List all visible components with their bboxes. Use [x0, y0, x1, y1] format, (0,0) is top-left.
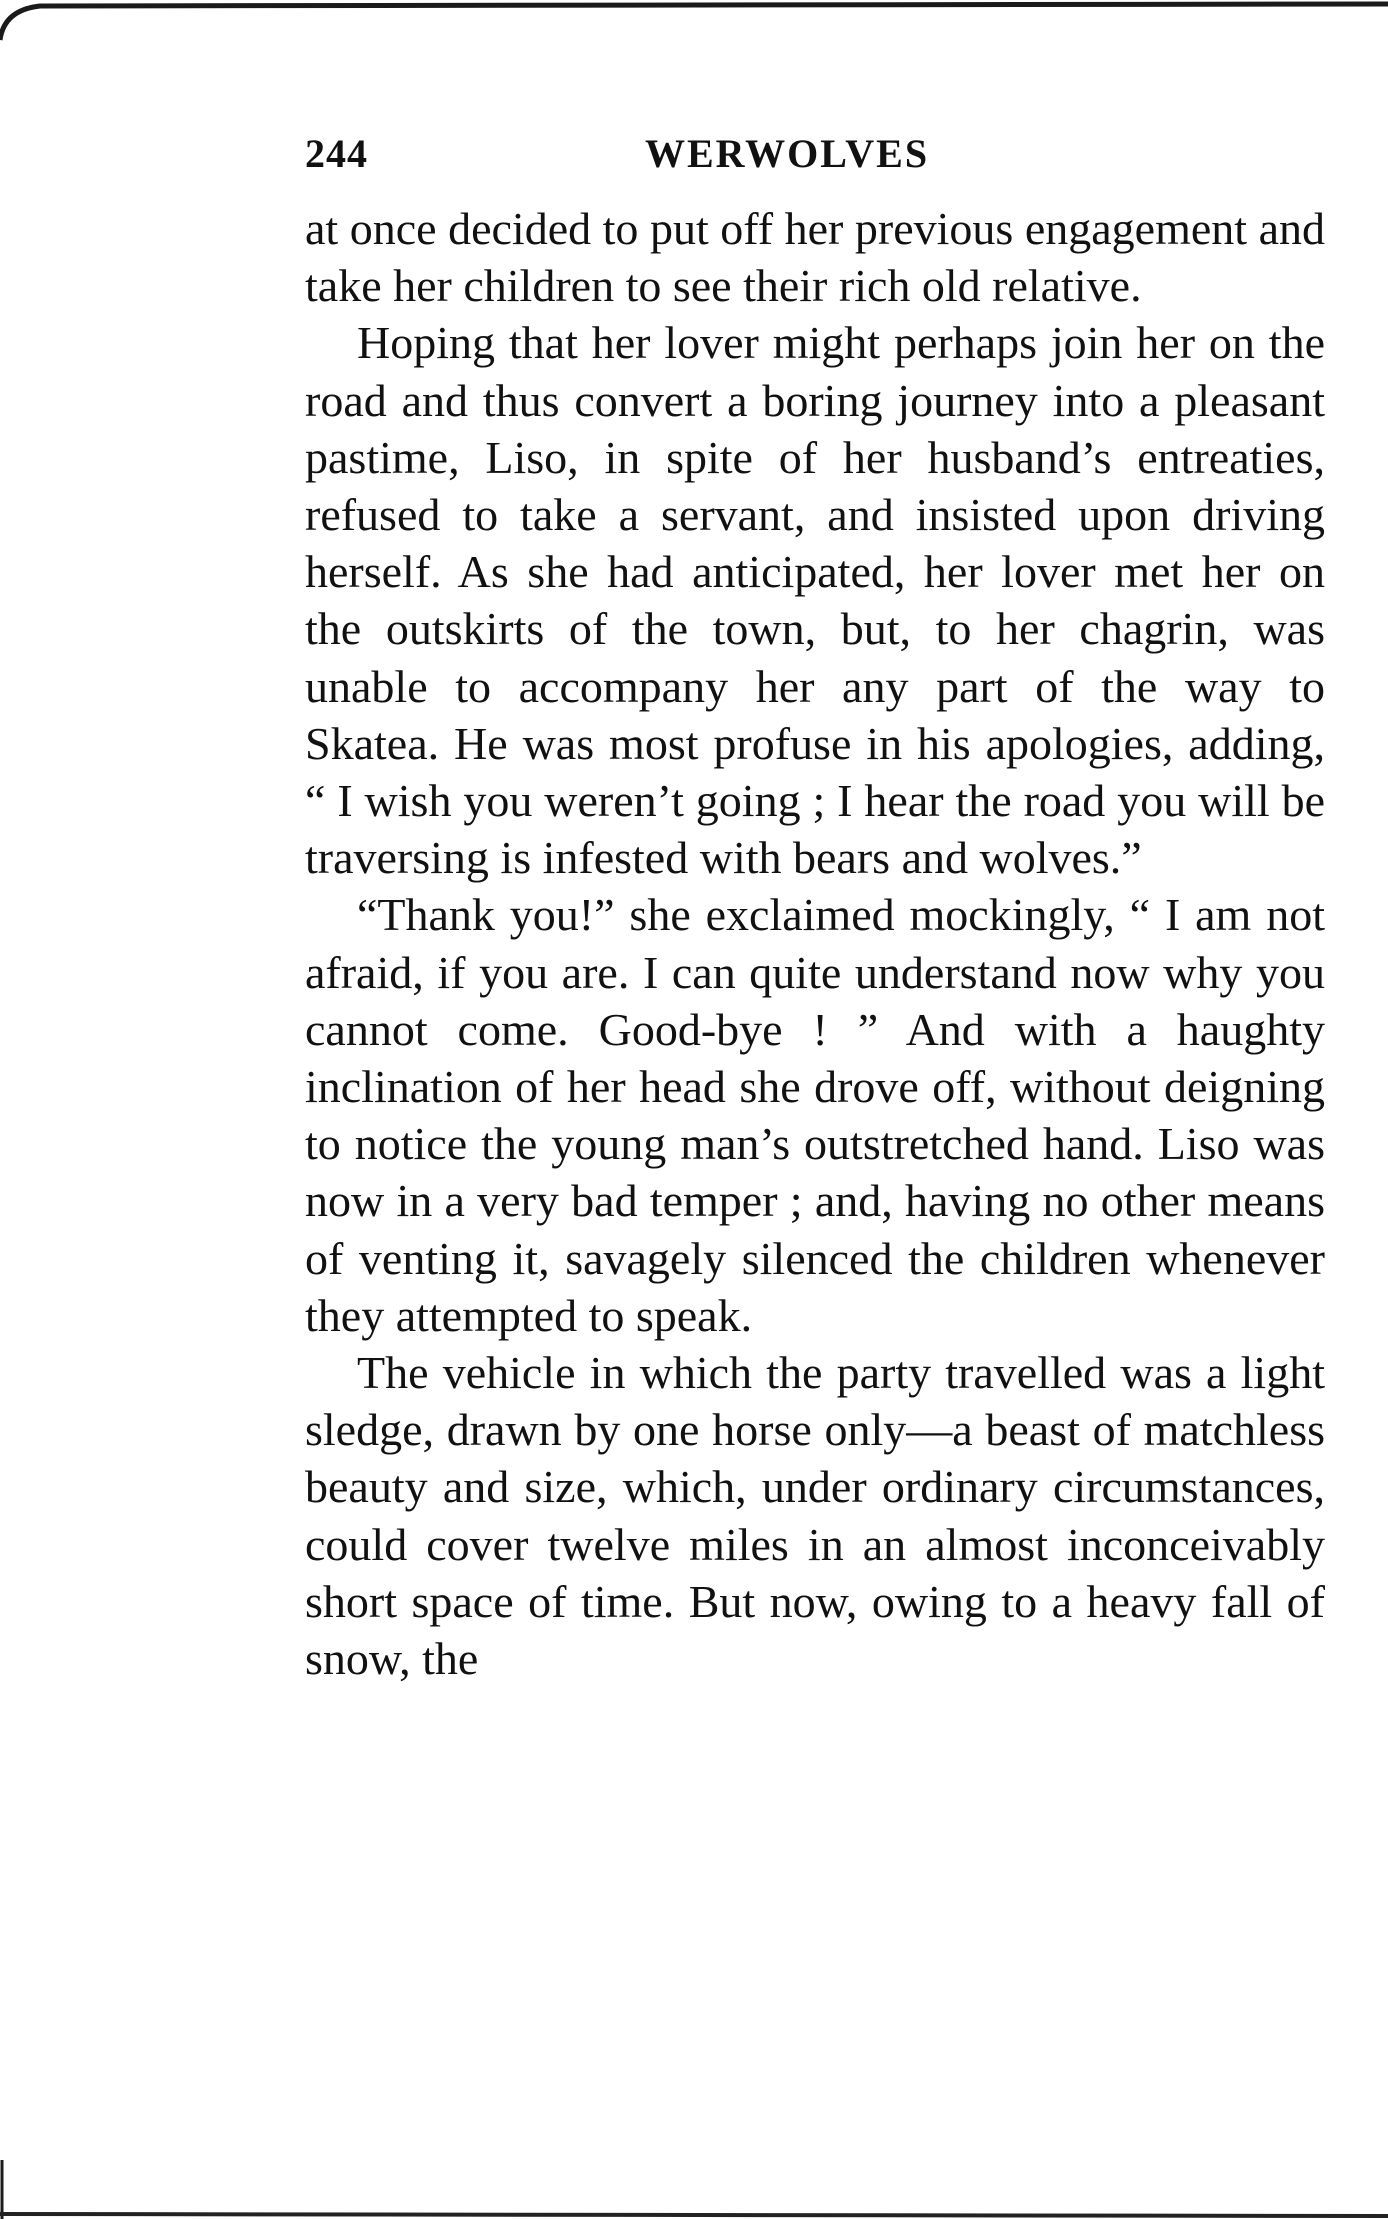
paragraph: The vehicle in which the party travelled was a light sledge, drawn by one horse only—a beast of matchless beauty and size, which, under ordinary circumstances, could cover twelve miles in an almost inconceivably short space of time. But now, owing to a heavy fall of snow, the — [305, 1347, 1325, 1685]
paragraph-continuation: at once decided to put off her previous engagement and take her children to see their rich old relative. — [305, 203, 1325, 312]
book-page — [305, 120, 1325, 1687]
paragraph: “Thank you!” she exclaimed mockingly, “ I am not afraid, if you are. I can quite understand now why you cannot come. Good-bye ! ” And with a haughty inclination of her head she drove off, without deigning to notice the young man’s outstretched hand. Liso was now in a very bad temper ; and, having no other means of venting it, savagely silenced the children whenever they attempted to speak. — [305, 889, 1325, 1341]
page-number: 244 — [305, 131, 368, 176]
paragraph: Hoping that her lover might perhaps join her on the road and thus convert a boring journey into a pleasant pastime, Liso, in spite of her husband’s entreaties, refused to take a servant, and insisted upon driving herself. As she had anticipated, her lover met her on the outskirts of the town, but, to her chagrin, was unable to accompany her any part of the way to Skatea. He was most profuse in his apologies, adding, “ I wish you weren’t going ; I hear the road you will be traversing is infested with bears and wolves.” — [305, 317, 1325, 884]
running-head: WERWOLVES — [645, 131, 930, 176]
body-text — [305, 200, 1325, 1687]
page-header — [305, 120, 1325, 200]
